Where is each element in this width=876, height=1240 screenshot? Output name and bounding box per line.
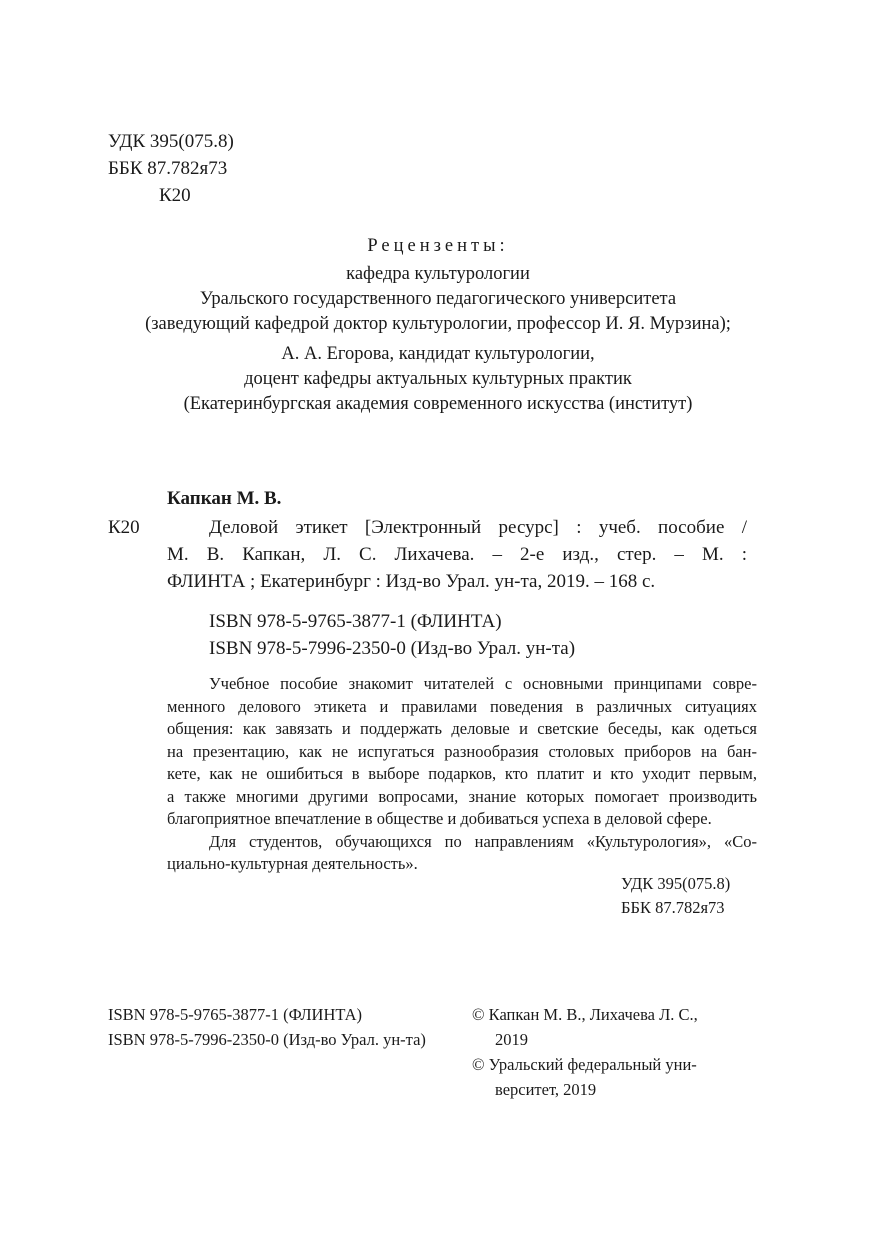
copyright-line: © Капкан М. В., Лихачева Л. С., — [472, 1005, 698, 1024]
udk-code: УДК 395(075.8) — [108, 131, 234, 152]
isbn-line: ISBN 978-5-7996-2350-0 (Изд-во Урал. ун-та) — [209, 638, 576, 659]
isbn-list — [209, 608, 575, 662]
reviewers-title: Рецензенты: — [367, 236, 509, 256]
audience-line: Для студентов, обучающихся по направлениям «Культурология», «Со- — [209, 831, 757, 851]
footer-isbn — [108, 1002, 426, 1052]
description-line: ФЛИНТА ; Екатеринбург : Изд-во Урал. ун-та, 2019. – 168 с. — [167, 571, 656, 592]
annotation-line: а также многими другими вопросами, знание которых помогает производить — [167, 786, 757, 806]
audience-line: циально-культурная деятельность». — [167, 854, 418, 873]
bibliography-mark: К20 — [108, 517, 140, 538]
reviewer-line: (Екатеринбургская академия современного искусства (институт) — [183, 394, 693, 414]
reviewer-line: (заведующий кафедрой доктор культурологии, профессор И. Я. Мурзина); — [145, 314, 731, 334]
reviewer-line: доцент кафедры актуальных культурных практик — [244, 369, 632, 389]
udk-right-block — [621, 872, 730, 920]
footer-isbn-line: ISBN 978-5-7996-2350-0 (Изд-во Урал. ун-та) — [108, 1030, 426, 1049]
classification-block — [108, 128, 234, 209]
reviewer-line: кафедра культурологии — [346, 264, 530, 284]
annotation-line: Учебное пособие знакомит читателей с основными принципами совре- — [209, 674, 757, 693]
bbk-code: ББК 87.782я73 — [108, 158, 228, 179]
copyright-line: верситет, 2019 — [495, 1080, 597, 1099]
reviewers-block — [0, 234, 876, 417]
copyright-block — [472, 1002, 698, 1102]
description-line: Деловой этикет [Электронный ресурс] : учеб. пособие / — [209, 517, 747, 538]
footer-isbn-line: ISBN 978-5-9765-3877-1 (ФЛИНТА) — [108, 1005, 363, 1024]
reviewer-line: А. А. Егорова, кандидат культурологии, — [281, 344, 595, 364]
annotation-line: кете, как не ошибиться в выборе подарков, кто платит и кто уходит первым, — [167, 764, 757, 783]
annotation-line: общения: как завязать и поддержать деловые и светские беседы, как одеться — [167, 719, 757, 738]
reviewer-line: Уральского государственного педагогического университета — [199, 289, 677, 309]
annotation-line: на презентацию, как не испугаться разнообразия столовых приборов на бан- — [167, 741, 757, 761]
isbn-line: ISBN 978-5-9765-3877-1 (ФЛИНТА) — [209, 611, 502, 632]
description-line: М. В. Капкан, Л. С. Лихачева. – 2-е изд., стер. – М. : — [167, 544, 747, 565]
bbk-code-right: ББК 87.782я73 — [621, 898, 725, 917]
annotation-line: благоприятное впечатление в обществе и добиваться успеха в деловой сфере. — [167, 809, 712, 828]
bibliographic-description — [167, 514, 747, 595]
annotation — [167, 673, 757, 876]
annotation-line: менного делового этикета и правилами поведения в различных ситуациях — [167, 696, 757, 716]
copyright-line: 2019 — [495, 1030, 528, 1049]
copyright-line: © Уральский федеральный уни- — [472, 1055, 697, 1074]
author-mark: К20 — [159, 185, 191, 206]
author-heading: Капкан М. В. — [167, 488, 282, 509]
udk-code-right: УДК 395(075.8) — [621, 874, 731, 893]
